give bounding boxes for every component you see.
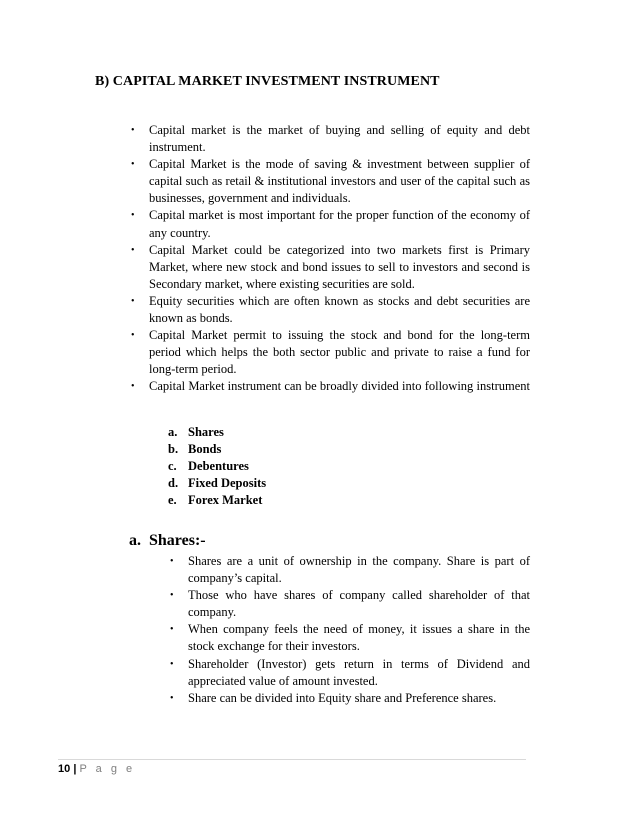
instrument-label: Bonds <box>188 442 222 457</box>
bullet-text: Capital market is the market of buying and selling of equity and debt instrument. <box>149 123 530 155</box>
bullet-text: Shares are a unit of ownership in the company. Share is part of company’s capital. <box>188 554 530 586</box>
bullet-text: Capital Market is the mode of saving & investment between supplier of capital such as retail & institutional investors and user of the capital such as businesses, government and individuals. <box>149 157 530 206</box>
instrument-letter: c. <box>168 459 177 474</box>
bullet-icon: • <box>170 590 174 602</box>
instrument-list <box>168 424 266 509</box>
bullet-text: When company feels the need of money, it issues a share in the stock exchange for their investors. <box>188 622 530 654</box>
instrument-item <box>168 475 266 492</box>
bullet-icon: • <box>170 692 174 704</box>
bullet-item <box>129 156 530 207</box>
instrument-item <box>168 441 266 458</box>
section-heading: B) CAPITAL MARKET INVESTMENT INSTRUMENT <box>95 74 440 89</box>
shares-letter: a. <box>129 532 141 549</box>
bullet-item <box>129 122 530 156</box>
bullet-text: Those who have shares of company called shareholder of that company. <box>188 588 530 620</box>
bullet-text: Share can be divided into Equity share and Preference shares. <box>188 690 497 705</box>
instrument-label: Shares <box>188 425 224 439</box>
capital-market-bullet-list <box>129 122 530 396</box>
page-label: P a g e <box>79 763 136 775</box>
bullet-item <box>129 242 530 293</box>
instrument-label: Forex Market <box>188 493 263 508</box>
instrument-item <box>168 424 266 441</box>
bullet-icon: • <box>170 624 174 636</box>
instrument-item <box>168 492 266 509</box>
bullet-item <box>129 293 530 327</box>
bullet-item <box>129 207 530 241</box>
instrument-item <box>168 458 266 475</box>
instrument-letter: e. <box>168 493 177 508</box>
bullet-icon: • <box>131 159 135 171</box>
footer-separator: | <box>73 763 77 775</box>
page-number: 10 <box>58 763 71 775</box>
shares-bullet-item <box>168 587 530 621</box>
shares-title: Shares:- <box>149 532 206 549</box>
footer-divider <box>58 759 526 760</box>
instrument-label: Debentures <box>188 459 249 474</box>
shares-bullet-item <box>168 656 530 690</box>
bullet-text: Capital market is most important for the proper function of the economy of any country. <box>149 208 530 240</box>
bullet-icon: • <box>131 125 135 136</box>
shares-bullet-list <box>168 553 530 707</box>
instrument-label: Fixed Deposits <box>188 476 267 491</box>
instrument-letter: b. <box>168 442 179 457</box>
bullet-icon: • <box>170 658 174 670</box>
bullet-icon: • <box>170 556 174 567</box>
bullet-icon: • <box>131 295 135 307</box>
bullet-text: Capital Market permit to issuing the stock and bond for the long-term period which helps the both sector public and private to raise a fund for long-term period. <box>149 328 530 377</box>
bullet-text: Capital Market could be categorized into two markets first is Primary Market, where new stock and bond issues to sell to investors and second is Secondary market, where existing securities are sold. <box>149 242 530 291</box>
bullet-text: Capital Market instrument can be broadly divided into following instrument <box>149 379 530 394</box>
bullet-icon: • <box>131 381 135 393</box>
bullet-item <box>129 378 530 395</box>
bullet-icon: • <box>131 210 135 222</box>
bullet-text: Shareholder (Investor) gets return in terms of Dividend and appreciated value of amount invested. <box>188 656 530 688</box>
shares-bullet-item <box>168 690 530 707</box>
bullet-icon: • <box>131 244 135 256</box>
instrument-letter: a. <box>168 425 178 439</box>
shares-bullet-item <box>168 621 530 655</box>
shares-subheading <box>129 532 206 550</box>
page-footer <box>58 763 135 775</box>
shares-bullet-item <box>168 553 530 587</box>
instrument-letter: d. <box>168 476 179 491</box>
bullet-item <box>129 327 530 378</box>
bullet-icon: • <box>131 330 135 342</box>
bullet-text: Equity securities which are often known as stocks and debt securities are known as bonds. <box>149 293 530 326</box>
